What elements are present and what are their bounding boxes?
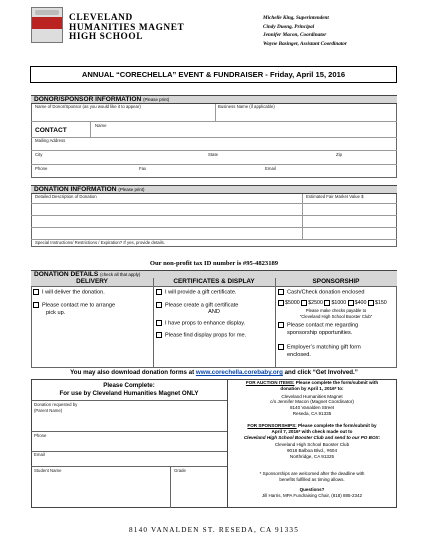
amount-2500[interactable]: $2500: [301, 300, 323, 306]
amount-1000[interactable]: $1000: [324, 300, 346, 306]
delivery-pickup-checkbox[interactable]: [33, 302, 39, 308]
city-label: City: [35, 152, 43, 157]
cert-props-checkbox[interactable]: [156, 320, 162, 326]
sponsor-option-cash[interactable]: Cash/Check donation enclosed: [278, 289, 364, 297]
delivery-option-pickup[interactable]: Please contact me to arrange pick up.: [33, 302, 115, 317]
event-title: ANNUAL “CORECHELLA” EVENT & FUNDRAISER - Friday, April 15, 2016: [30, 66, 397, 83]
sponsor-option-matching[interactable]: Employer’s matching gift form enclosed.: [278, 344, 361, 359]
details-heading: DONATION DETAILS (check all that apply): [31, 270, 397, 278]
description-field[interactable]: [36, 200, 300, 238]
office-email-label: Email: [34, 452, 45, 457]
fax-label: Fax: [139, 166, 147, 171]
requested-by-field[interactable]: [34, 415, 224, 430]
office-heading: Please Complete: For use by Cleveland Humanities Magnet ONLY: [59, 382, 199, 397]
amount-150[interactable]: $150: [368, 300, 387, 306]
and-label: AND: [208, 309, 220, 315]
cert-option-find-props[interactable]: Please find display props for me.: [156, 332, 246, 340]
grade-label: Grade: [174, 468, 186, 473]
contact-label: CONTACT: [35, 127, 67, 134]
sponsorship-instructions: FOR SPONSORSHIPS: Please complete the form/submit by April 7, 2016* with check made out to Cleveland High School Booster Club and send to our PO BOX: Cleveland High School Booster Club 9018 Balboa Blvd., #604 Northridge, CA 91325: [243, 423, 381, 459]
sponsor-matching-checkbox[interactable]: [278, 344, 284, 350]
check-payable-note: Please make checks payable to “Cleveland High School Booster Club”: [299, 308, 373, 319]
school-logo-icon: [31, 7, 63, 43]
cert-provide-checkbox[interactable]: [156, 289, 162, 295]
donation-heading: DONATION INFORMATION (Please print): [31, 185, 397, 194]
phone-field[interactable]: [36, 171, 134, 177]
donor-name-label: Name of Donor/Sponsor (as you would like it to appear): [35, 104, 141, 109]
mailing-address-field[interactable]: [36, 143, 394, 149]
special-instructions-label: Special Instructions/ Restrictions / Expiration? If yes, provide details.: [35, 240, 165, 245]
office-phone-field[interactable]: [34, 438, 224, 450]
cert-option-props[interactable]: I have props to enhance display.: [156, 320, 245, 328]
deadline-note: * Sponsorships are welcomed after the deadline with benefits fulfilled as timing allows.: [259, 471, 365, 482]
student-name-label: Student Name: [34, 468, 62, 473]
office-email-field[interactable]: [34, 457, 224, 465]
download-link[interactable]: www.corechella.corebaby.org: [195, 369, 283, 376]
cert-option-create[interactable]: Please create a gift certificate: [156, 302, 238, 310]
school-name: CLEVELAND HUMANITIES MAGNET HIGH SCHOOL: [69, 13, 185, 43]
col-sponsorship: SPONSORSHIP: [275, 278, 397, 286]
fax-field[interactable]: [139, 171, 259, 177]
amount-5000[interactable]: $5000: [278, 300, 300, 306]
delivery-self-checkbox[interactable]: [33, 289, 39, 295]
donor-heading: DONOR/SPONSOR INFORMATION (Please print): [31, 95, 397, 104]
state-field[interactable]: [208, 157, 332, 163]
office-phone-label: Phone: [34, 433, 47, 438]
sponsor-option-contact[interactable]: Please contact me regarding sponsorship opportunities.: [278, 322, 358, 337]
business-name-field[interactable]: [218, 110, 394, 120]
questions-contact: Questions? Jill Harris, MPA Fundraising Chair, (818) 885-2342: [262, 487, 362, 498]
phone-label: Phone: [35, 166, 48, 171]
email-label: Email: [265, 166, 276, 171]
tax-id: Our non-profit tax ID number is #95-4823189: [149, 260, 279, 267]
city-field[interactable]: [36, 157, 204, 163]
zip-field[interactable]: [336, 157, 394, 163]
col-certificates: CERTIFICATES & DISPLAY: [153, 278, 275, 286]
download-note: You may also download donation forms at www.corechella.corebaby.org and click “Get Involved.”: [70, 369, 358, 376]
cert-option-provide[interactable]: I will provide a gift certificate.: [156, 289, 237, 297]
cert-create-checkbox[interactable]: [156, 302, 162, 308]
state-label: State: [208, 152, 219, 157]
mailing-address-label: Mailing Address: [35, 138, 66, 143]
donor-name-field[interactable]: [36, 110, 214, 120]
contact-name-field[interactable]: [95, 128, 395, 136]
description-label: Detailed Description of Donation: [35, 194, 97, 199]
sponsor-contact-checkbox[interactable]: [278, 322, 284, 328]
zip-label: Zip: [336, 152, 342, 157]
email-field[interactable]: [265, 171, 393, 177]
requested-by-label: Donation requested by (Parent Name): [34, 402, 78, 413]
auction-instructions: FOR AUCTION ITEMS: Please complete the form/submit with donation by April 1, 2016* to: Cleveland Humanities Magnet c/o Jennifer Macon (Magnet Coordinator) 8140 Vanalden Street Reseda, CA 91335: [245, 380, 379, 416]
business-name-label: Business Name (if applicable): [218, 104, 275, 109]
amount-400[interactable]: $400: [348, 300, 367, 306]
delivery-option-self[interactable]: I will deliver the donation.: [33, 289, 105, 297]
market-value-label: Estimated Fair Market Value $: [306, 194, 364, 199]
cert-find-props-checkbox[interactable]: [156, 332, 162, 338]
sponsor-cash-checkbox[interactable]: [278, 289, 284, 295]
contact-name-label: Name: [95, 123, 107, 128]
footer-address: 8140 VANALDEN ST. RESEDA, CA 91335: [129, 526, 299, 534]
market-value-field[interactable]: [306, 200, 394, 238]
staff-list: Michelle King, Superintendent Cindy Duong, Principal Jennifer Macon, Coordinator Wayne Basinger, Assistant Coordinator: [263, 15, 347, 47]
grade-field[interactable]: [174, 474, 224, 504]
amount-options: [278, 300, 387, 306]
col-delivery: DELIVERY: [31, 278, 153, 286]
student-name-field[interactable]: [34, 474, 168, 504]
